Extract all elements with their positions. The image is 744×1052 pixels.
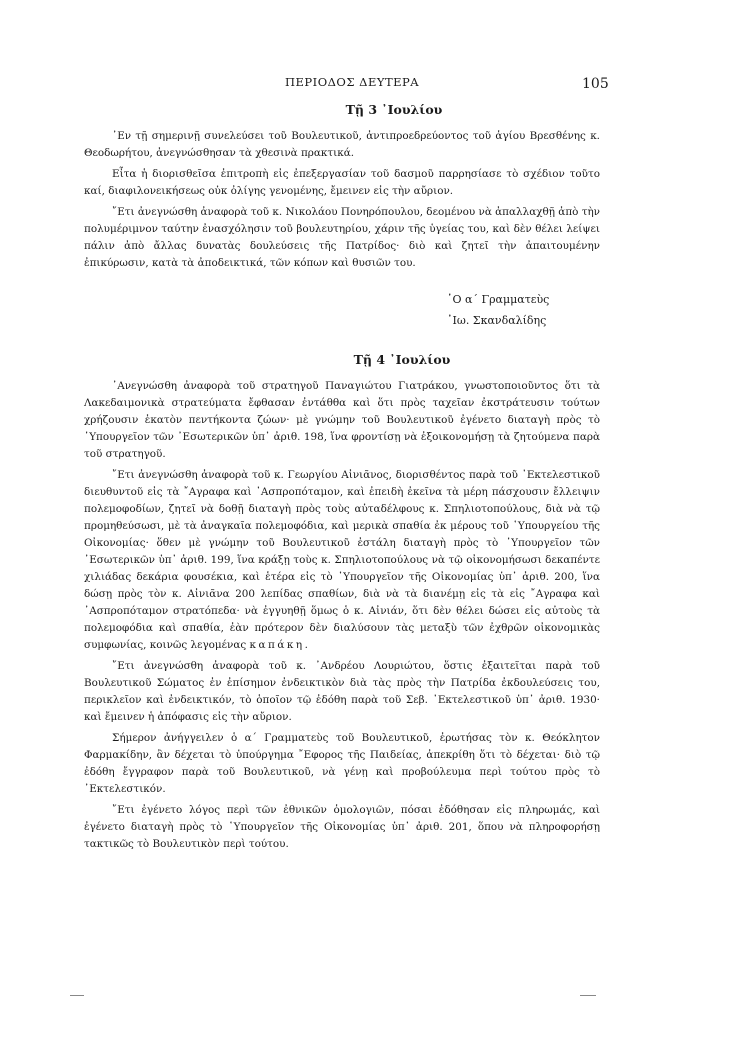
paragraph: Εἶτα ἡ διορισθεῖσα ἐπιτροπὴ εἰς ἐπεξεργασίαν τοῦ δασμοῦ παρρησίασε τὸ σχέδιον τοῦτο καί, διαφιλονεικήσεως οὐκ ὀλίγης γενομένης, ἔμεινεν εἰς τὴν αὔριον. [84, 168, 600, 197]
paragraph: ῎Ετι ἀνεγνώσθη ἀναφορὰ τοῦ κ. ᾿Ανδρέου Λουριώτου, ὅστις ἐξαιτεῖται παρὰ τοῦ Βουλευτικοῦ Σώματος ἐν ἐπίσημον ἐνδεικτικὸν διὰ τὰς πρὸς τὴν Πατρίδα ἐκδουλεύσεις του, περικλεῖον καὶ ἐνδεικτικόν, τὸ ὁποῖον τῷ ἐδόθη παρὰ τοῦ Σεβ. ᾿Εκτελεστικοῦ ὑπ᾿ ἀριθ. 1930· καὶ ἔμεινεν ἡ ἀπόφασις εἰς τὴν αὔριον. [84, 660, 600, 723]
signature-block [447, 289, 549, 331]
paragraph [84, 467, 600, 654]
paragraph: ᾿Ανεγνώσθη ἀναφορὰ τοῦ στρατηγοῦ Παναγιώτου Γιατράκου, γνωστοποιοῦντος ὅτι τὰ Λακεδαιμονικὰ στρατεύματα ἔφθασαν ἐντάθθα καὶ ὅτι πρὸς ταχεῖαν ἐκστράτευσιν τούτων χρήζουσιν ἑκατὸν πεντήκοντα ζώων· μὲ γνώμην τοῦ Βουλευτικοῦ ἐγένετο διαταγὴ πρὸς τὸ ῾Υπουργεῖον τῶν ᾿Εσωτερικῶν ὑπ᾿ ἀριθ. 198, ἵνα φροντίσῃ νὰ ἐξοικονομήσῃ τὰ ζητούμενα παρὰ τοῦ στρατηγοῦ. [84, 380, 600, 460]
running-head: ΠΕΡΙΟΔΟΣ ΔΕΥΤΕΡΑ [285, 75, 420, 89]
section-july-4-body [84, 378, 600, 853]
paragraph: ῎Ετι ἀνεγνώσθη ἀναφορὰ τοῦ κ. Νικολάου Πονηρόπουλου, δεομένου νὰ ἀπαλλαχθῇ ἀπὸ τὴν πολυμέριμνον ταύτην ἐνασχόλησιν τοῦ βουλευτηρίου, χάριν τῆς ὑγείας του, καὶ δὲν θέλει λείψει πάλιν ἀπὸ ἄλλας δυνατὰς δουλεύσεις τῆς Πατρίδος· διὸ καὶ ζητεῖ τὴν ἀπαιτουμένην ἐπικύρωσιν, κατὰ τὰ ἀποδεικτικά, τῶν κόπων καὶ θυσιῶν του. [84, 206, 600, 269]
paragraph: ᾿Εν τῇ σημερινῇ συνελεύσει τοῦ Βουλευτικοῦ, ἀντιπροεδρεύοντος τοῦ ἁγίου Βρεσθένης κ. Θεοδωρήτου, ἀνεγνώσθησαν τὰ χθεσινὰ πρακτικά. [84, 130, 600, 159]
scan-edge-mark [580, 995, 596, 996]
date-heading-july-3: Τῇ 3 ᾿Ιουλίου [345, 102, 443, 117]
paragraph: ῎Ετι ἐγένετο λόγος περὶ τῶν ἐθνικῶν ὁμολογιῶν, πόσαι ἐδόθησαν εἰς πληρωμάς, καὶ ἐγένετο διαταγὴ πρὸς τὸ ῾Υπουργεῖον τῆς Οἰκονομίας ὑπ᾿ ἀριθ. 201, ὅπου νὰ πληροφορήσῃ τακτικῶς τὸ Βουλευτικὸν περὶ τούτου. [84, 804, 600, 850]
signature-name: ᾿Ιω. Σκανδαλίδης [447, 314, 547, 327]
section-july-3-body [84, 128, 600, 272]
date-heading-july-4: Τῇ 4 ᾿Ιουλίου [353, 352, 451, 367]
paragraph-text: ῎Ετι ἀνεγνώσθη ἀναφορὰ τοῦ κ. Γεωργίου Αἰνιᾶνος, διορισθέντος παρὰ τοῦ ᾿Εκτελεστικοῦ διευθυντοῦ εἰς τὰ ῎Αγραφα καὶ ᾿Ασπροπόταμον, καὶ ἐπειδὴ ἐκεῖνα τὰ μέρη πάσχουσιν ἔλλειψιν πολεμοφοδίων, ζητεῖ νὰ δοθῇ διαταγὴ πρὸς τοὺς αὐταδέλφους κ. Σπηλιοτοπούλους, διὰ νὰ τῷ προμηθεύσωσι, μὲ τὰ ἀναγκαῖα πολεμοφόδια, καὶ μερικὰ σπαθία ἐκ μέρους τοῦ ῾Υπουργείου τῆς Οἰκονομίας· ὅθεν μὲ γνώμην τοῦ Βουλευτικοῦ ἐστάλη διαταγὴ πρὸς τὸ ῾Υπουργεῖον τῶν ᾿Εσωτερικῶν ὑπ᾿ ἀριθ. 199, ἵνα κράξῃ τοὺς κ. Σπηλιοτοπούλους νὰ τῷ οἰκονομήσωσι δεκαπέντε χιλιάδας δεκάρια φουσέκια, καὶ ἑτέρα εἰς τὸ ῾Υπουργεῖον τῆς Οἰκονομίας ὑπ᾿ ἀριθ. 200, ἵνα δώσῃ πρὸς τὸν κ. Αἰνιᾶνα 200 λεπίδας σπαθίων, διὰ νὰ τὰ διανέμῃ εἰς τὰ εἰς ῎Αγραφα καὶ ᾿Ασπροπόταμον στρατόπεδα· νὰ ἐγγυηθῇ ὅμως ὁ κ. Αἰνιάν, ὅτι δὲν θέλει δώσει εἰς αὐτοὺς τὰ πολεμοφόδια καὶ σπαθία, ἐὰν πρότερον δὲν διαλύσουν τὰς μεταξὺ τῶν ἐχθρῶν οἰκονομικὰς συμφωνίας, κοινῶς λεγομένας [84, 469, 600, 651]
paragraph: Σήμερον ἀνήγγειλεν ὁ α΄ Γραμματεὺς τοῦ Βουλευτικοῦ, ἐρωτήσας τὸν κ. Θεόκλητον Φαρμακίδην, ἂν δέχεται τὸ ὑπούργημα ῎Εφορος τῆς Παιδείας, ἀπεκρίθη ὅτι τὸ δέχεται· διὸ τῷ ἐδόθη ἔγγραφον παρὰ τοῦ Βουλευτικοῦ, νὰ γένῃ καὶ προβούλευμα περὶ τούτου πρὸς τὸ ᾿Εκτελεστικόν. [84, 732, 600, 795]
spaced-word: καπάκη. [249, 639, 311, 651]
signature-title: ῾Ο α΄ Γραμματεὺς [447, 293, 550, 306]
scan-edge-mark [70, 995, 84, 996]
page-number: 105 [582, 76, 609, 92]
